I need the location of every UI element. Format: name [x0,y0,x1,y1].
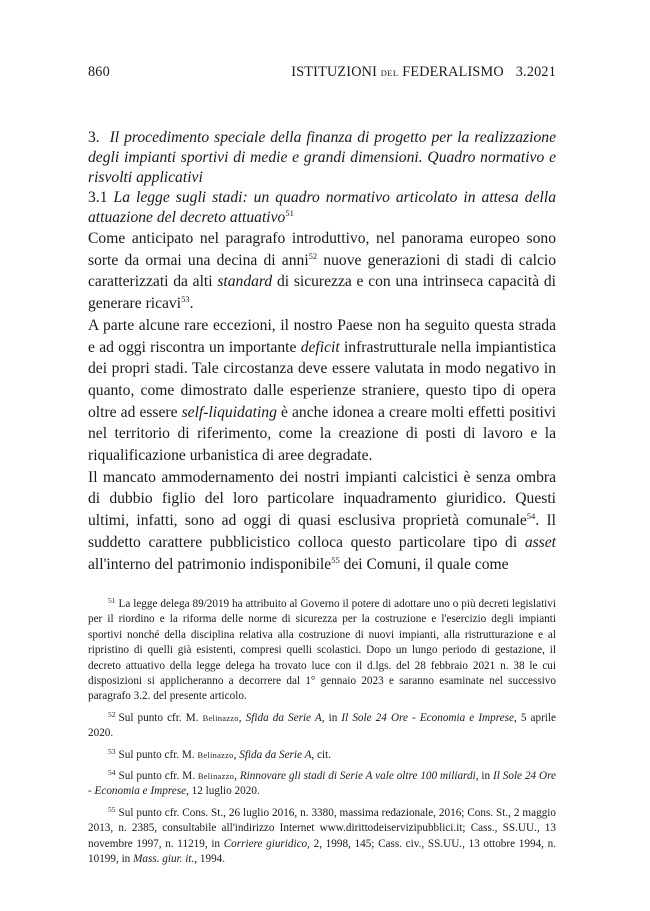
section-heading [88,128,556,187]
running-head [88,64,556,81]
paragraph-3: Il mancato ammodernamento dei nostri impianti calcistici è senza ombra di dubbio figlio del loro particolare inquadramento giuridico. Questi ultimi, infatti, sono ad oggi di quasi esclusiva proprietà comunale$^{54}$. Il suddetto carattere pubblicistico colloca questo particolare tipo di asset all'interno del patrimonio indisponibile$^{55}$ dei Comuni, il quale come [88,468,556,573]
issue-number: 3.2021 [515,64,556,80]
subsection-heading [88,188,556,228]
section-title: Il procedimento speciale della finanza di progetto per la realizzazione degli impianti sportivi di medie e grandi dimensioni. Quadro normativo e risvolti applicativi [88,129,557,186]
subsection-title: La legge sugli stadi: un quadro normativo articolato in attesa della attuazione del decreto attuativo [88,189,556,226]
footnote-55: $^{55}$ Sul punto cfr. Cons. St., 26 luglio 2016, n. 3380, massima redazionale, 2016; Cons. St., 2 maggio 2013, n. 2385, consultabile all'indirizzo Internet www.dirittodeiservizipubblici.it; Cass., SS.UU., 13 novembre 1997, n. 11219, in Corriere giuridico, 2, 1998, 145; Cass. civ., SS.UU., 13 ottobre 1994, n. 10199, in Mass. giur. it., 1994. [88,804,556,866]
footnote-53: $^{53}$ Sul punto cfr. M. Belinazzo, Sfida da Serie A, cit. [108,746,331,761]
journal-title: ISTITUZIONI DEL FEDERALISMO 3.2021 [291,64,556,80]
body-text [88,228,556,575]
paragraph-1: Come anticipato nel paragrafo introduttivo, nel panorama europeo sono sorte da ormai una decina di anni$^{52}$ nuove generazioni di stadi di calcio caratterizzati da alti standard di sicurezza e con una intrinseca capacità di generare ricavi$^{53}$. [88,230,556,313]
footnote-ref-54[interactable]: 54 [526,511,536,522]
footnote-ref-53[interactable]: 53 [181,294,190,305]
footnote-54: $^{54}$ Sul punto cfr. M. Belinazzo, Rinnovare gli stadi di Serie A vale oltre 100 miliardi, in Il Sole 24 Ore - Economia e Imprese, 12 luglio 2020. [88,768,557,798]
footnote-51: $^{51}$ La legge delega 89/2019 ha attribuito al Governo il potere di adottare uno o più decreti legislativi per il riordino e la riforma delle norme di sicurezza per la costruzione e l'esercizio degli impianti sportivi nonché della disciplina relativa alla costruzione di nuovi impianti, alla ristrutturazione e al ripristino di quelli già esistenti, compresi quelli scolastici. Dopo un lungo periodo di gestazione, il decreto attuativo della legge delega ha trovato luce con il d.lgs. del 28 febbraio 2021 n. 38 le cui disposizioni si applicheranno a decorrere dal 1° gennaio 2023 e saranno esaminate nel successivo paragrafo 3.2. del presente articolo. [88,596,556,703]
document-page [88,0,556,911]
page-number: 860 [88,64,110,80]
paragraph-2: A parte alcune rare eccezioni, il nostro Paese non ha seguito questa strada e ad oggi riscontra un importante deficit infrastrutturale nella impiantistica dei propri stadi. Tale circostanza deve essere valutata in modo negativo in quanto, come dimostrato dalle esperienze straniere, questo tipo di opera oltre ad essere self-liquidating è anche idonea a creare molti effetti positivi nel territorio di riferimento, come la creazione di posti di lavoro e la riqualificazione urbanistica di aree degradate. [88,316,556,465]
section-number: 3. [88,129,100,146]
footnote-ref-55[interactable]: 55 [331,554,340,565]
footnote-ref-52[interactable]: 52 [308,250,318,261]
footnote-ref-51[interactable]: 51 [285,207,294,218]
footnotes [88,597,556,874]
subsection-number: 3.1 [88,189,108,206]
footnote-52: $^{52}$ Sul punto cfr. M. Belinazzo, Sfida da Serie A, in Il Sole 24 Ore - Economia e Imprese, 5 aprile 2020. [88,709,556,740]
